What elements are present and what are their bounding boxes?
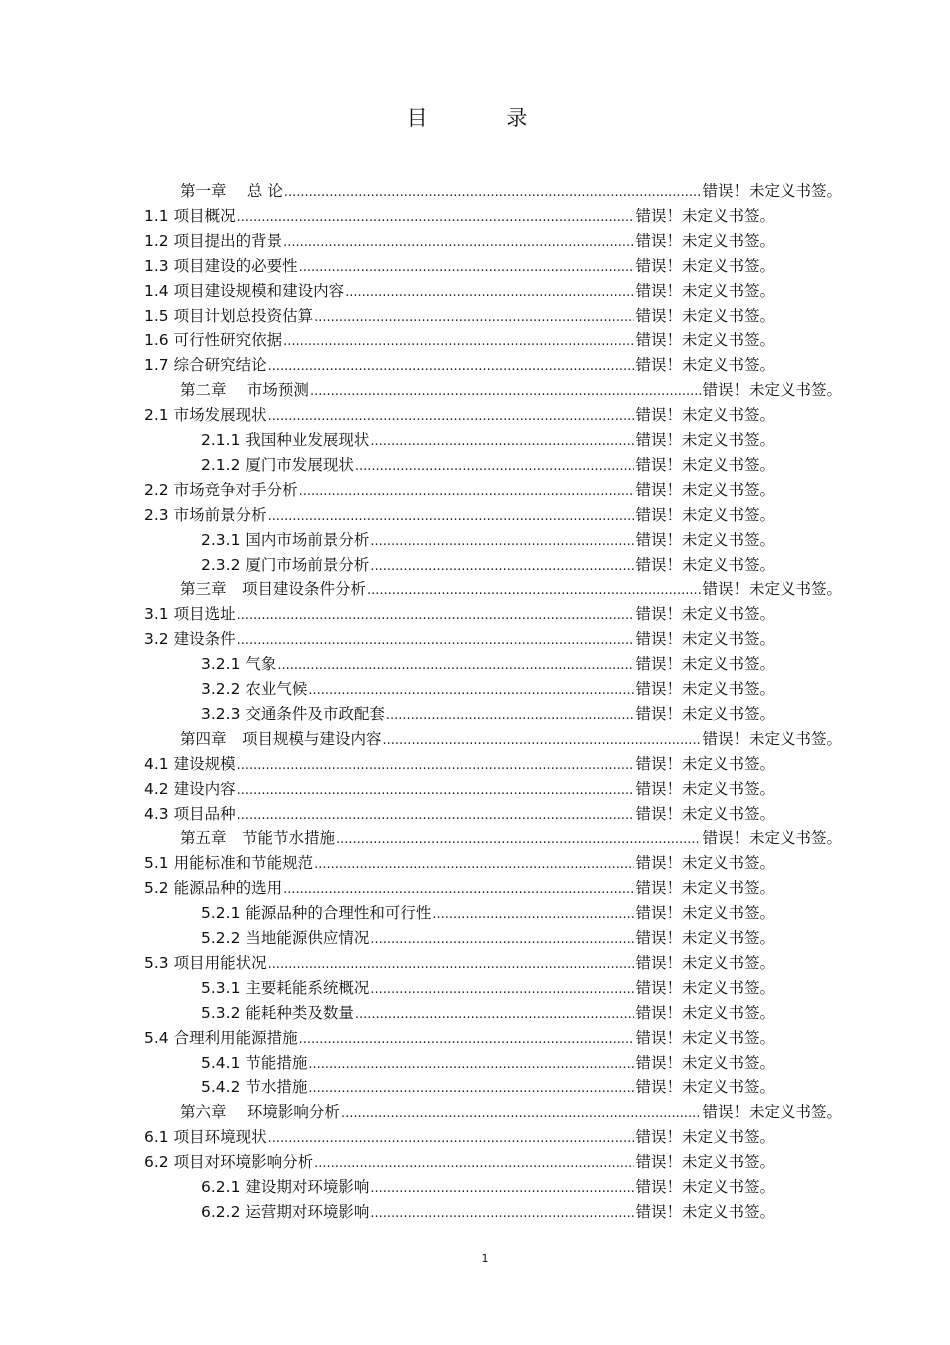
toc-entry-page-ref: 错误！未定义书签。 [702, 1103, 842, 1122]
toc-entry[interactable] [144, 403, 775, 428]
toc-entry-page-ref: 错误！未定义书签。 [635, 754, 775, 773]
dot-leader [237, 803, 635, 828]
toc-entry-label: 5.2.1 能源品种的合理性和可行性 [201, 904, 432, 923]
dot-leader [341, 1101, 702, 1126]
dot-leader [308, 1076, 634, 1101]
toc-entry-label: 5.3.1 主要耗能系统概况 [201, 978, 370, 997]
toc-entry[interactable] [144, 951, 775, 976]
dot-leader [299, 255, 635, 280]
toc-entry[interactable] [144, 602, 775, 627]
toc-entry-page-ref: 错误！未定义书签。 [635, 306, 775, 325]
toc-entry[interactable] [144, 802, 775, 827]
dot-leader [314, 1151, 634, 1176]
toc-entry-label: 3.1 项目选址 [144, 605, 236, 624]
toc-entry-label: 5.4.1 节能措施 [201, 1053, 308, 1072]
toc-entry[interactable] [201, 553, 775, 578]
toc-entry-label: 2.3.1 国内市场前景分析 [201, 530, 370, 549]
page-number: 1 [481, 1252, 489, 1265]
toc-entry-label: 第五章 节能节水措施 [180, 829, 336, 848]
toc-entry-label: 5.1 用能标准和节能规范 [144, 854, 314, 873]
toc-entry[interactable] [201, 901, 775, 926]
dot-leader [268, 354, 635, 379]
dot-leader [237, 628, 635, 653]
dot-leader [268, 404, 635, 429]
toc-entry-label: 5.2.2 当地能源供应情况 [201, 929, 370, 947]
toc-entry-page-ref: 错误！未定义书签。 [635, 704, 775, 723]
toc-entry-label: 第三章 项目建设条件分析 [180, 580, 367, 599]
toc-entry-page-ref: 错误！未定义书签。 [635, 231, 775, 250]
toc-entry[interactable] [144, 229, 775, 254]
toc-entry[interactable] [180, 727, 842, 752]
toc-entry[interactable] [144, 254, 775, 279]
toc-entry-label: 3.2.3 交通条件及市政配套 [201, 704, 385, 723]
toc-entry[interactable] [144, 304, 775, 329]
toc-entry-page-ref: 错误！未定义书签。 [635, 804, 775, 823]
toc-entry[interactable] [144, 1026, 775, 1051]
toc-entry-page-ref: 错误！未定义书签。 [635, 630, 775, 649]
toc-entry[interactable] [201, 702, 775, 727]
toc-entry-label: 1.1 项目概况 [144, 206, 236, 225]
toc-entry-label: 第六章 环境影响分析 [180, 1103, 340, 1122]
toc-entry-label: 第四章 项目规模与建设内容 [180, 729, 382, 748]
toc-entry[interactable] [201, 428, 775, 453]
dot-leader [383, 728, 702, 753]
dot-leader [345, 280, 634, 305]
dot-leader [314, 852, 634, 877]
toc-entry-label: 2.3.2 厦门市场前景分析 [201, 555, 370, 574]
toc-entry-label: 第二章 市场预测 [180, 381, 309, 400]
dot-leader [370, 554, 634, 579]
toc-entry-label: 2.1.2 厦门市发展现状 [201, 455, 354, 474]
toc-entry[interactable] [201, 453, 775, 478]
toc-entry[interactable] [201, 652, 775, 677]
toc-entry-label: 1.7 综合研究结论 [144, 356, 267, 375]
toc-entry[interactable] [201, 677, 775, 702]
toc-entry[interactable] [201, 926, 775, 951]
dot-leader [355, 1002, 635, 1027]
toc-entry[interactable] [180, 378, 842, 403]
toc-entry-label: 1.5 项目计划总投资估算 [144, 306, 314, 325]
toc-entry-page-ref: 错误！未定义书签。 [635, 1178, 775, 1196]
dot-leader [283, 230, 634, 255]
toc-entry-label: 3.2.1 气象 [201, 655, 277, 674]
toc-entry-label: 3.2.2 农业气候 [201, 680, 308, 698]
toc-title: 目 录 [406, 106, 564, 130]
toc-entry-page-ref: 错误！未定义书签。 [635, 605, 775, 624]
dot-leader [367, 578, 701, 603]
toc-entry-label: 5.2 能源品种的选用 [144, 879, 283, 898]
toc-entry-page-ref: 错误！未定义书签。 [635, 655, 775, 674]
dot-leader [299, 479, 635, 504]
dot-leader [370, 977, 634, 1002]
toc-entry[interactable] [144, 353, 775, 378]
toc-entry[interactable] [180, 577, 842, 602]
toc-entry-page-ref: 错误！未定义书签。 [702, 580, 842, 599]
toc-entry-label: 4.3 项目品种 [144, 804, 236, 823]
toc-entry[interactable] [201, 1200, 775, 1225]
toc-entry[interactable] [180, 826, 842, 851]
dot-leader [277, 653, 634, 678]
dot-leader [370, 1201, 634, 1226]
dot-leader [355, 454, 635, 479]
toc-entry[interactable] [201, 528, 775, 553]
toc-entry[interactable] [144, 752, 775, 777]
toc-entry[interactable] [201, 1175, 775, 1200]
toc-entry-label: 3.2 建设条件 [144, 630, 236, 649]
dot-leader [299, 1027, 635, 1052]
dot-leader [314, 305, 634, 330]
dot-leader [308, 1052, 634, 1077]
toc-entry-label: 1.6 可行性研究依据 [144, 331, 283, 350]
toc-entry[interactable] [201, 1051, 775, 1076]
toc-entry-label: 1.3 项目建设的必要性 [144, 256, 298, 275]
dot-leader [268, 952, 635, 977]
toc-entry-label: 第一章 总 论 [180, 182, 283, 200]
toc-entry[interactable] [144, 503, 775, 528]
toc-entry-label: 5.4 合理利用能源措施 [144, 1028, 298, 1047]
dot-leader [308, 678, 634, 703]
toc-entry-page-ref: 错误！未定义书签。 [702, 729, 842, 748]
toc-entry-label: 5.3.2 能耗种类及数量 [201, 1003, 354, 1022]
toc-entry[interactable] [144, 876, 775, 901]
toc-entry-page-ref: 错误！未定义书签。 [635, 431, 775, 449]
toc-entry[interactable] [144, 777, 775, 802]
toc-entry-page-ref: 错误！未定义书签。 [702, 829, 842, 848]
toc-entry[interactable] [144, 478, 775, 503]
toc-entry[interactable] [201, 976, 775, 1001]
dot-leader [370, 529, 634, 554]
toc-entry-label: 1.4 项目建设规模和建设内容 [144, 281, 345, 300]
toc-entry-label: 2.2 市场竞争对手分析 [144, 480, 298, 499]
toc-entry[interactable] [144, 851, 775, 876]
dot-leader [386, 703, 635, 728]
dot-leader [268, 504, 635, 529]
toc-entry-label: 2.1.1 我国种业发展现状 [201, 431, 370, 449]
toc-entry-label: 6.2 项目对环境影响分析 [144, 1153, 314, 1172]
toc-entry-page-ref: 错误！未定义书签。 [635, 879, 775, 898]
toc-entry[interactable] [144, 1125, 775, 1150]
toc-entry-page-ref: 错误！未定义书签。 [635, 1053, 775, 1072]
toc-entry-page-ref: 错误！未定义书签。 [702, 182, 842, 200]
toc-entry-page-ref: 错误！未定义书签。 [635, 281, 775, 300]
toc-entry-page-ref: 错误！未定义书签。 [635, 680, 775, 698]
toc-entry-page-ref: 错误！未定义书签。 [635, 978, 775, 997]
toc-entry-label: 2.3 市场前景分析 [144, 505, 267, 524]
toc-entry[interactable] [144, 627, 775, 652]
toc-entry-page-ref: 错误！未定义书签。 [635, 1128, 775, 1147]
toc-entry[interactable] [144, 279, 775, 304]
toc-entry-page-ref: 错误！未定义书签。 [702, 381, 842, 400]
toc-entry-page-ref: 错误！未定义书签。 [635, 929, 775, 947]
toc-entry-label: 4.1 建设规模 [144, 754, 236, 773]
toc-entry[interactable] [144, 1150, 775, 1175]
dot-leader [310, 379, 702, 404]
dot-leader [237, 603, 635, 628]
toc-entry-label: 4.2 建设内容 [144, 779, 236, 798]
dot-leader [284, 180, 702, 205]
toc-entry[interactable] [144, 328, 775, 353]
dot-leader [237, 205, 635, 230]
dot-leader [370, 1176, 634, 1201]
dot-leader [283, 329, 634, 354]
toc-entry-page-ref: 错误！未定义书签。 [635, 406, 775, 425]
toc-entry-page-ref: 错误！未定义书签。 [635, 1202, 775, 1221]
toc-entry-label: 2.1 市场发展现状 [144, 406, 267, 425]
toc-entry-page-ref: 错误！未定义书签。 [635, 1153, 775, 1172]
toc-entry-page-ref: 错误！未定义书签。 [635, 904, 775, 923]
dot-leader [268, 1126, 635, 1151]
toc-entry-page-ref: 错误！未定义书签。 [635, 1078, 775, 1097]
dot-leader [237, 778, 635, 803]
toc-entry-page-ref: 错误！未定义书签。 [635, 779, 775, 798]
dot-leader [432, 902, 634, 927]
dot-leader [336, 827, 701, 852]
dot-leader [283, 877, 634, 902]
toc-entry[interactable] [144, 204, 775, 229]
toc-entry-label: 6.1 项目环境现状 [144, 1128, 267, 1147]
toc-entry-page-ref: 错误！未定义书签。 [635, 530, 775, 549]
toc-entry-page-ref: 错误！未定义书签。 [635, 256, 775, 275]
toc-entry-page-ref: 错误！未定义书签。 [635, 555, 775, 574]
toc-entry-page-ref: 错误！未定义书签。 [635, 480, 775, 499]
toc-entry[interactable] [201, 1001, 775, 1026]
toc-entry[interactable] [180, 179, 842, 204]
toc-entry-label: 5.4.2 节水措施 [201, 1078, 308, 1097]
toc-entry-page-ref: 错误！未定义书签。 [635, 953, 775, 972]
toc-entry-page-ref: 错误！未定义书签。 [635, 854, 775, 873]
dot-leader [237, 753, 635, 778]
toc-entry-label: 5.3 项目用能状况 [144, 953, 267, 972]
toc-entry-page-ref: 错误！未定义书签。 [635, 1028, 775, 1047]
toc-entry-page-ref: 错误！未定义书签。 [635, 505, 775, 524]
dot-leader [370, 429, 634, 454]
toc-entry-page-ref: 错误！未定义书签。 [635, 455, 775, 474]
toc-entry-page-ref: 错误！未定义书签。 [635, 331, 775, 350]
toc-entry-label: 6.2.1 建设期对环境影响 [201, 1178, 370, 1196]
toc-entry[interactable] [180, 1100, 842, 1125]
toc-entry-page-ref: 错误！未定义书签。 [635, 1003, 775, 1022]
toc-entry[interactable] [201, 1075, 775, 1100]
toc-entry-label: 1.2 项目提出的背景 [144, 231, 283, 250]
toc-entry-page-ref: 错误！未定义书签。 [635, 356, 775, 375]
toc-entry-label: 6.2.2 运营期对环境影响 [201, 1202, 370, 1221]
toc-entry-page-ref: 错误！未定义书签。 [635, 206, 775, 225]
dot-leader [370, 927, 634, 952]
